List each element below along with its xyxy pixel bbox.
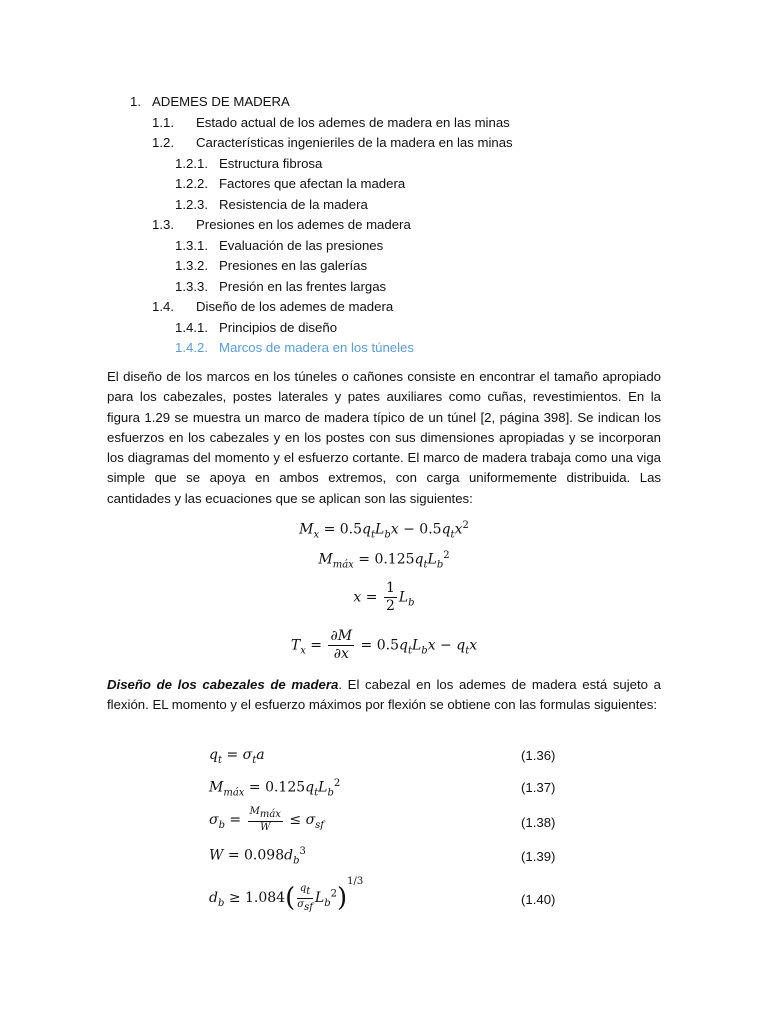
paragraph-body: . El cabezal en los ademes de madera está sujeto a flexión. EL momento y el esfuerzo máximos por flexión se obtiene con las formulas siguientes: xyxy=(107,677,662,713)
equation-1-39: $W = 0.098d_b^3$ xyxy=(209,846,306,867)
toc-number: 1.3.2. xyxy=(175,258,208,273)
equation-moment-x: $M_x = 0.5q_tL_bx - 0.5q_tx^2$ xyxy=(299,520,469,541)
toc-number: 1.3.1. xyxy=(175,237,208,253)
equation-1-37: $M_{máx} = 0.125q_tL_b^2$ xyxy=(209,778,341,799)
toc-number: 1.2.3. xyxy=(175,196,208,212)
toc-number: 1.3.3. xyxy=(175,278,208,294)
table-of-contents xyxy=(0,92,768,359)
toc-item xyxy=(0,113,768,134)
equation-1-38: $\sigma_b$ = $\frac{M_{máx}}{W}$ ≤ $\sigma_{sf}$ xyxy=(209,806,324,833)
toc-item xyxy=(0,277,768,298)
equation-number: (1.36) xyxy=(521,748,556,763)
toc-title: Presiones en las galerías xyxy=(219,258,368,273)
toc-title: Resistencia de la madera xyxy=(219,196,368,212)
equation-number: (1.38) xyxy=(521,815,556,830)
toc-item xyxy=(0,256,768,277)
toc-title[interactable]: Marcos de madera en los túneles xyxy=(219,340,414,355)
toc-title: Evaluación de las presiones xyxy=(219,237,384,253)
toc-number: 1.4.1. xyxy=(175,319,208,335)
toc-item xyxy=(0,297,768,318)
toc-item xyxy=(0,154,768,175)
equation-number: (1.40) xyxy=(521,892,556,907)
toc-item xyxy=(0,174,768,195)
toc-title: Presión en las frentes largas xyxy=(219,278,387,294)
equation-1-40: $d_b \ge 1.084$( $\frac{q_t}{\sigma_{sf}}$ $L_b^2)^{1/3}$ xyxy=(209,876,364,913)
equation-x-position: x = $\frac{1}{2}$ $L_b$ xyxy=(353,580,415,614)
toc-title: Diseño de los ademes de madera xyxy=(196,299,394,314)
toc-item xyxy=(0,133,768,154)
equation-shear: $T_x$ = $\frac{\partial M}{\partial x}$ = $0.5q_tL_bx - q_tx$ xyxy=(290,628,478,662)
toc-number[interactable]: 1.4.2. xyxy=(175,340,208,355)
paragraph-cabezales xyxy=(107,675,661,716)
paragraph-intro: El diseño de los marcos en los túneles o cañones consiste en encontrar el tamaño apropiado para los cabezales, postes laterales y pates auxiliares como cuñas, revestimientos. En la figura 1.29 se muestra un marco de madera típico de un túnel [2, página 398]. Se indican los esfuerzos en los cabezales y en los postes con sus dimensiones apropiadas y se incorporan los diagramas del momento y el esfuerzo cortante. El marco de madera trabaja como una viga simple que se apoya en ambos extremos, con carga uniformemente distribuida. Las cantidades y las ecuaciones que se aplican son las siguientes: xyxy=(107,369,661,506)
equation-1-36: $q_t = \sigma_ta$ xyxy=(209,747,265,766)
toc-title: ADEMES DE MADERA xyxy=(152,94,290,109)
toc-number: 1.2. xyxy=(152,135,174,150)
toc-number: 1.3. xyxy=(152,217,174,232)
toc-number: 1.2.2. xyxy=(175,176,208,191)
toc-item xyxy=(0,318,768,339)
toc-title: Estructura fibrosa xyxy=(219,155,323,171)
equation-moment-max: $M_{máx} = 0.125q_tL_b^2$ xyxy=(318,550,450,571)
toc-item-active-link[interactable] xyxy=(0,338,768,359)
toc-number: 1.1. xyxy=(152,114,174,130)
toc-title: Estado actual de los ademes de madera en las minas xyxy=(196,114,510,130)
toc-number: 1.2.1. xyxy=(175,155,208,171)
toc-item xyxy=(0,195,768,216)
toc-title: Principios de diseño xyxy=(219,319,338,335)
equation-number: (1.39) xyxy=(521,849,556,864)
paragraph-heading: Diseño de los cabezales de madera xyxy=(107,677,339,692)
toc-item xyxy=(0,92,768,113)
toc-title: Factores que afectan la madera xyxy=(219,176,406,191)
toc-title: Presiones en los ademes de madera xyxy=(196,217,411,232)
equation-number: (1.37) xyxy=(521,780,556,795)
toc-number: 1.4. xyxy=(152,299,174,314)
toc-item xyxy=(0,215,768,236)
toc-item xyxy=(0,236,768,257)
toc-title: Características ingenieriles de la madera en las minas xyxy=(196,135,513,150)
toc-number: 1. xyxy=(130,94,141,109)
